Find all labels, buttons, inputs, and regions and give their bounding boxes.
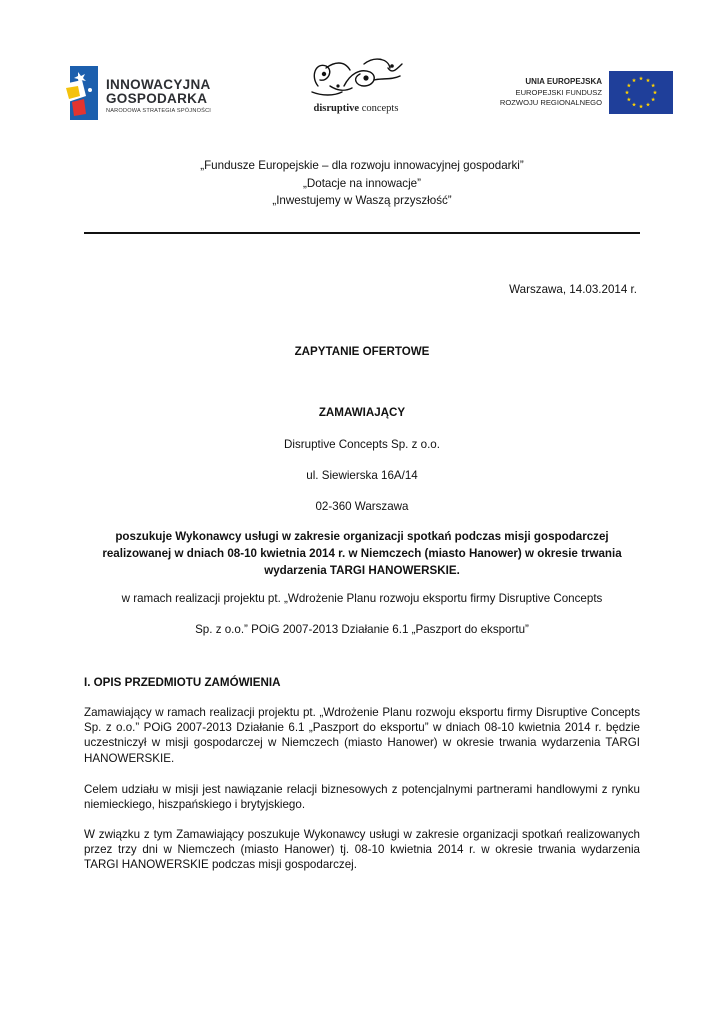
disruptive-concepts-wordmark bbox=[296, 103, 416, 114]
disruptive-concepts-drawing-icon bbox=[304, 56, 408, 100]
section-heading: I. OPIS PRZEDMIOTU ZAMÓWIENIA bbox=[84, 676, 281, 689]
summary-line-3: wydarzenia TARGI HANOWERSKIE. bbox=[264, 564, 460, 577]
disruptive-concepts-logo bbox=[296, 56, 416, 122]
document-title: ZAPYTANIE OFERTOWE bbox=[294, 345, 430, 358]
ig-logo-line3: NARODOWA STRATEGIA SPÓJNOŚCI bbox=[106, 108, 212, 114]
ig-logo-line2: GOSPODARKA bbox=[106, 91, 208, 106]
header-divider bbox=[84, 232, 640, 234]
dc-word-concepts: concepts bbox=[361, 103, 399, 114]
eu-logo-line2: EUROPEJSKI FUNDUSZ bbox=[515, 88, 602, 97]
eu-flag-icon bbox=[609, 71, 673, 114]
eu-logo-line1: UNIA EUROPEJSKA bbox=[525, 77, 602, 86]
project-line-1: w ramach realizacji projektu pt. „Wdrożenie Planu rozwoju eksportu firmy Disruptive Concepts bbox=[121, 592, 603, 605]
ig-logo-line1: INNOWACYJNA bbox=[106, 77, 211, 92]
section-paragraph-1: Zamawiający w ramach realizacji projektu pt. „Wdrożenie Planu rozwoju eksportu firmy Disruptive Concepts Sp. z o.o.” POiG 2007-2013 Działanie 6.1 „Paszport do eksportu” w dniach 08-10 kwietnia 2014 r. będzie uczestniczył w misji gospodarczej w Niemczech (miasto Hanower) w okresie trwania wydarzenia TARGI HANOWERSKIE. bbox=[84, 706, 640, 765]
motto-line-3: „Inwestujemy w Waszą przyszłość” bbox=[272, 194, 452, 207]
ig-flag-icon bbox=[64, 66, 98, 120]
dc-word-disruptive: disruptive bbox=[313, 103, 360, 114]
client-name: Disruptive Concepts Sp. z o.o. bbox=[284, 438, 440, 451]
client-street: ul. Siewierska 16A/14 bbox=[306, 469, 418, 482]
document-date: Warszawa, 14.03.2014 r. bbox=[509, 283, 637, 296]
motto-line-2: „Dotacje na innowacje” bbox=[303, 177, 421, 190]
innowacyjna-gospodarka-logo bbox=[64, 66, 234, 122]
summary-line-1: poszukuje Wykonawcy usługi w zakresie organizacji spotkań podczas misji gospodarczej bbox=[115, 530, 609, 543]
client-city: 02-360 Warszawa bbox=[315, 500, 409, 513]
motto-line-1: „Fundusze Europejskie – dla rozwoju innowacyjnej gospodarki” bbox=[200, 159, 524, 172]
eu-logo-line3: ROZWOJU REGIONALNEGO bbox=[499, 98, 602, 107]
eu-fund-logo bbox=[483, 66, 678, 118]
section-paragraph-2: Celem udziału w misji jest nawiązanie relacji biznesowych z potencjalnymi partnerami handlowymi z rynku niemieckiego, hiszpańskiego i brytyjskiego. bbox=[84, 783, 640, 812]
section-paragraph-3: W związku z tym Zamawiający poszukuje Wykonawcy usługi w zakresie organizacji spotkań realizowanych przez trzy dni w Niemczech (miasto Hanower) tj. 08-10 kwietnia 2014 r. w okresie trwania wydarzenia TARGI HANOWERSKIE podczas misji gospodarczej. bbox=[84, 828, 640, 872]
client-heading: ZAMAWIAJĄCY bbox=[318, 406, 406, 419]
project-line-2: Sp. z o.o.” POiG 2007-2013 Działanie 6.1 „Paszport do eksportu” bbox=[195, 623, 529, 636]
summary-line-2: realizowanej w dniach 08-10 kwietnia 2014 r. w Niemczech (miasto Hanower) w okresie trwania bbox=[102, 547, 622, 560]
